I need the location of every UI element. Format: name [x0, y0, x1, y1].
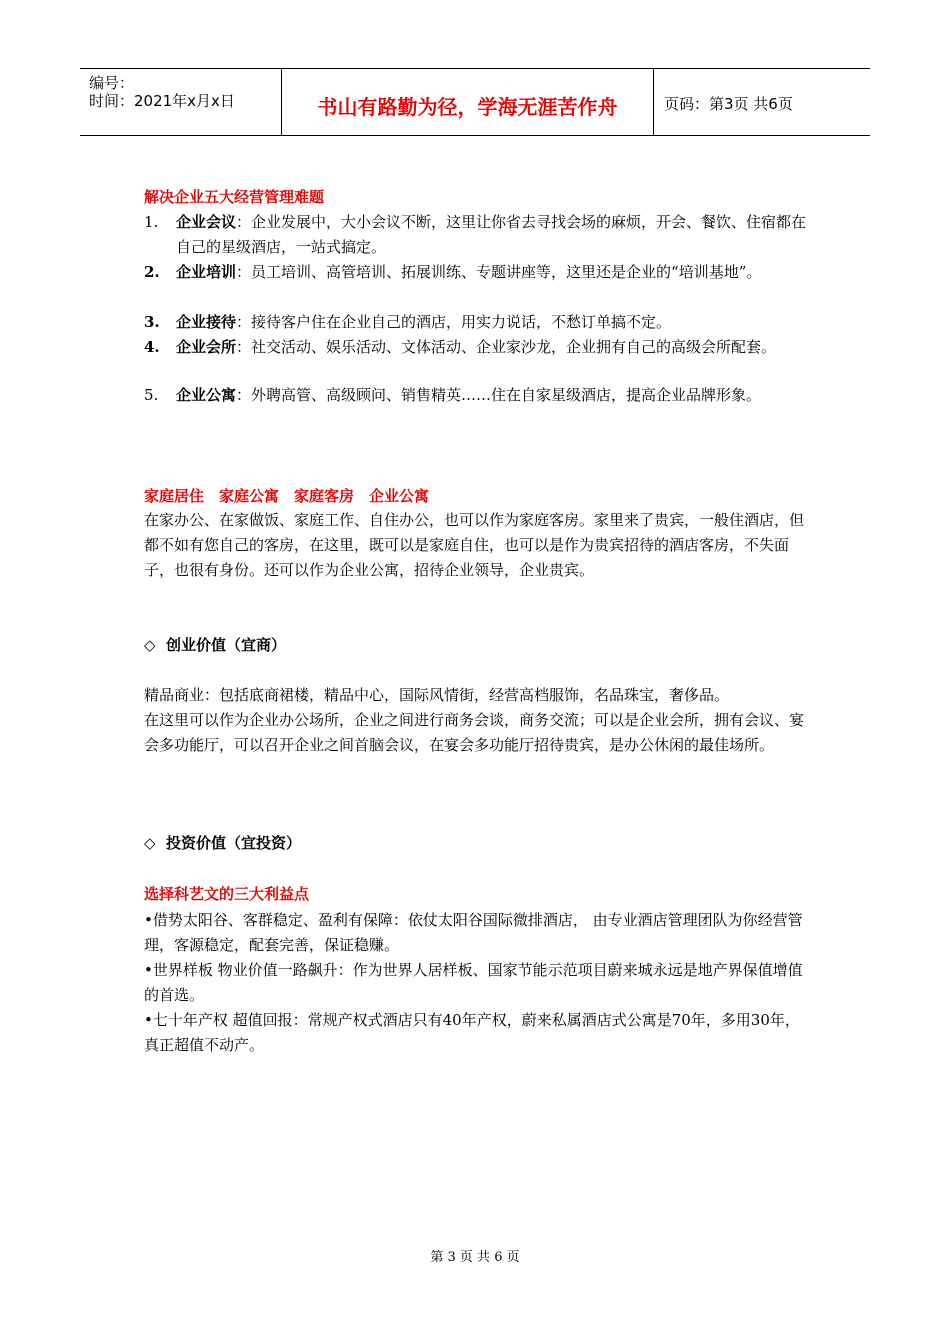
list-sep: ： — [236, 263, 252, 281]
list-sep: ： — [236, 338, 252, 356]
list-item — [144, 383, 809, 408]
list-sep: ： — [236, 313, 252, 331]
section2-title: 家庭居住 家庭公寓 家庭客房 企业公寓 — [144, 487, 430, 505]
page-footer: 第 3 页 共 6 页 — [430, 1250, 520, 1265]
section3-heading — [144, 634, 286, 655]
list-num: 2. — [144, 263, 160, 281]
list-item: •借势太阳谷、客群稳定、盈利有保障：依仗太阳谷国际微排酒店， 由专业酒店管理团队为你经营管理，客源稳定，配套完善，保证稳赚。 — [144, 911, 803, 954]
diamond-icon: ◇ — [144, 636, 156, 654]
section2-text: 在家办公、在家做饭、家庭工作、自住办公，也可以作为家庭客房。家里来了贵宾，一般住酒店，但都不如有您自己的客房，在这里，既可以是家庭自住，也可以是作为贵宾招待的酒店客房，不失面子，也很有身份。还可以作为企业公寓，招待企业领导，企业贵宾。 — [144, 511, 805, 579]
section3-title: 创业价值（宜商） — [166, 636, 287, 654]
list-item — [144, 310, 809, 335]
date-label: 时间：2021年x月x日 — [89, 92, 235, 110]
header-table — [80, 68, 870, 136]
page-info: 页码：第3页 共6页 — [664, 95, 793, 113]
diamond-icon: ◇ — [144, 834, 156, 852]
list-sep: ： — [236, 213, 252, 231]
list-num: 3. — [144, 313, 160, 331]
list-num: 4. — [144, 338, 160, 356]
list-item: •七十年产权 超值回报：常规产权式酒店只有40年产权，蔚来私属酒店式公寓是70年，多用30年，真正超值不动产。 — [144, 1011, 800, 1054]
section4-subtitle: 选择科艺文的三大利益点 — [144, 885, 310, 903]
list-text: 社交活动、娱乐活动、文体活动、企业家沙龙，企业拥有自己的高级会所配套。 — [251, 338, 777, 356]
list-term: 企业公寓 — [176, 386, 237, 404]
list-item — [144, 210, 809, 260]
header-left-cell — [80, 69, 282, 135]
section3-p2: 在这里可以作为企业办公场所，企业之间进行商务会谈，商务交流；可以是企业会所，拥有会议、宴会多功能厅，可以召开企业之间首脑会议，在宴会多功能厅招待贵宾，是办公休闲的最佳场所。 — [144, 711, 805, 754]
code-label: 编号： — [89, 74, 135, 92]
header-center-cell — [282, 69, 654, 135]
list-item: •世界样板 物业价值一路飙升：作为世界人居样板、国家节能示范项目蔚来城永远是地产界保值增值的首选。 — [144, 961, 803, 1004]
list-term: 企业培训 — [176, 263, 237, 281]
header-right-cell — [654, 69, 870, 135]
list-text: 外聘高管、高级顾问、销售精英……住在自家星级酒店，提高企业品牌形象。 — [251, 386, 762, 404]
list-text: 企业发展中，大小会议不断，这里让你省去寻找会场的麻烦，开会、餐饮、住宿都在自己的星级酒店，一站式搞定。 — [176, 213, 807, 256]
section3-p1: 精品商业：包括底商裙楼，精品中心，国际风情街，经营高档服饰，名品珠宝，奢侈品。 — [144, 686, 730, 704]
list-text: 接待客户住在企业自己的酒店，用实力说话，不愁订单搞不定。 — [251, 313, 672, 331]
list-num: 1. — [144, 213, 159, 231]
motto: 书山有路勤为径，学海无涯苦作舟 — [317, 95, 618, 119]
section1-title: 解决企业五大经营管理难题 — [144, 188, 325, 206]
section4-title: 投资价值（宜投资） — [166, 834, 302, 852]
list-item — [144, 260, 809, 285]
list-term: 企业会所 — [176, 338, 237, 356]
list-term: 企业接待 — [176, 313, 237, 331]
list-term: 企业会议 — [176, 213, 237, 231]
list-num: 5. — [144, 386, 159, 404]
section4-heading — [144, 832, 301, 853]
list-item — [144, 335, 809, 360]
list-sep: ： — [236, 386, 252, 404]
list-text: 员工培训、高管培训、拓展训练、专题讲座等，这里还是企业的“培训基地”。 — [251, 263, 762, 281]
